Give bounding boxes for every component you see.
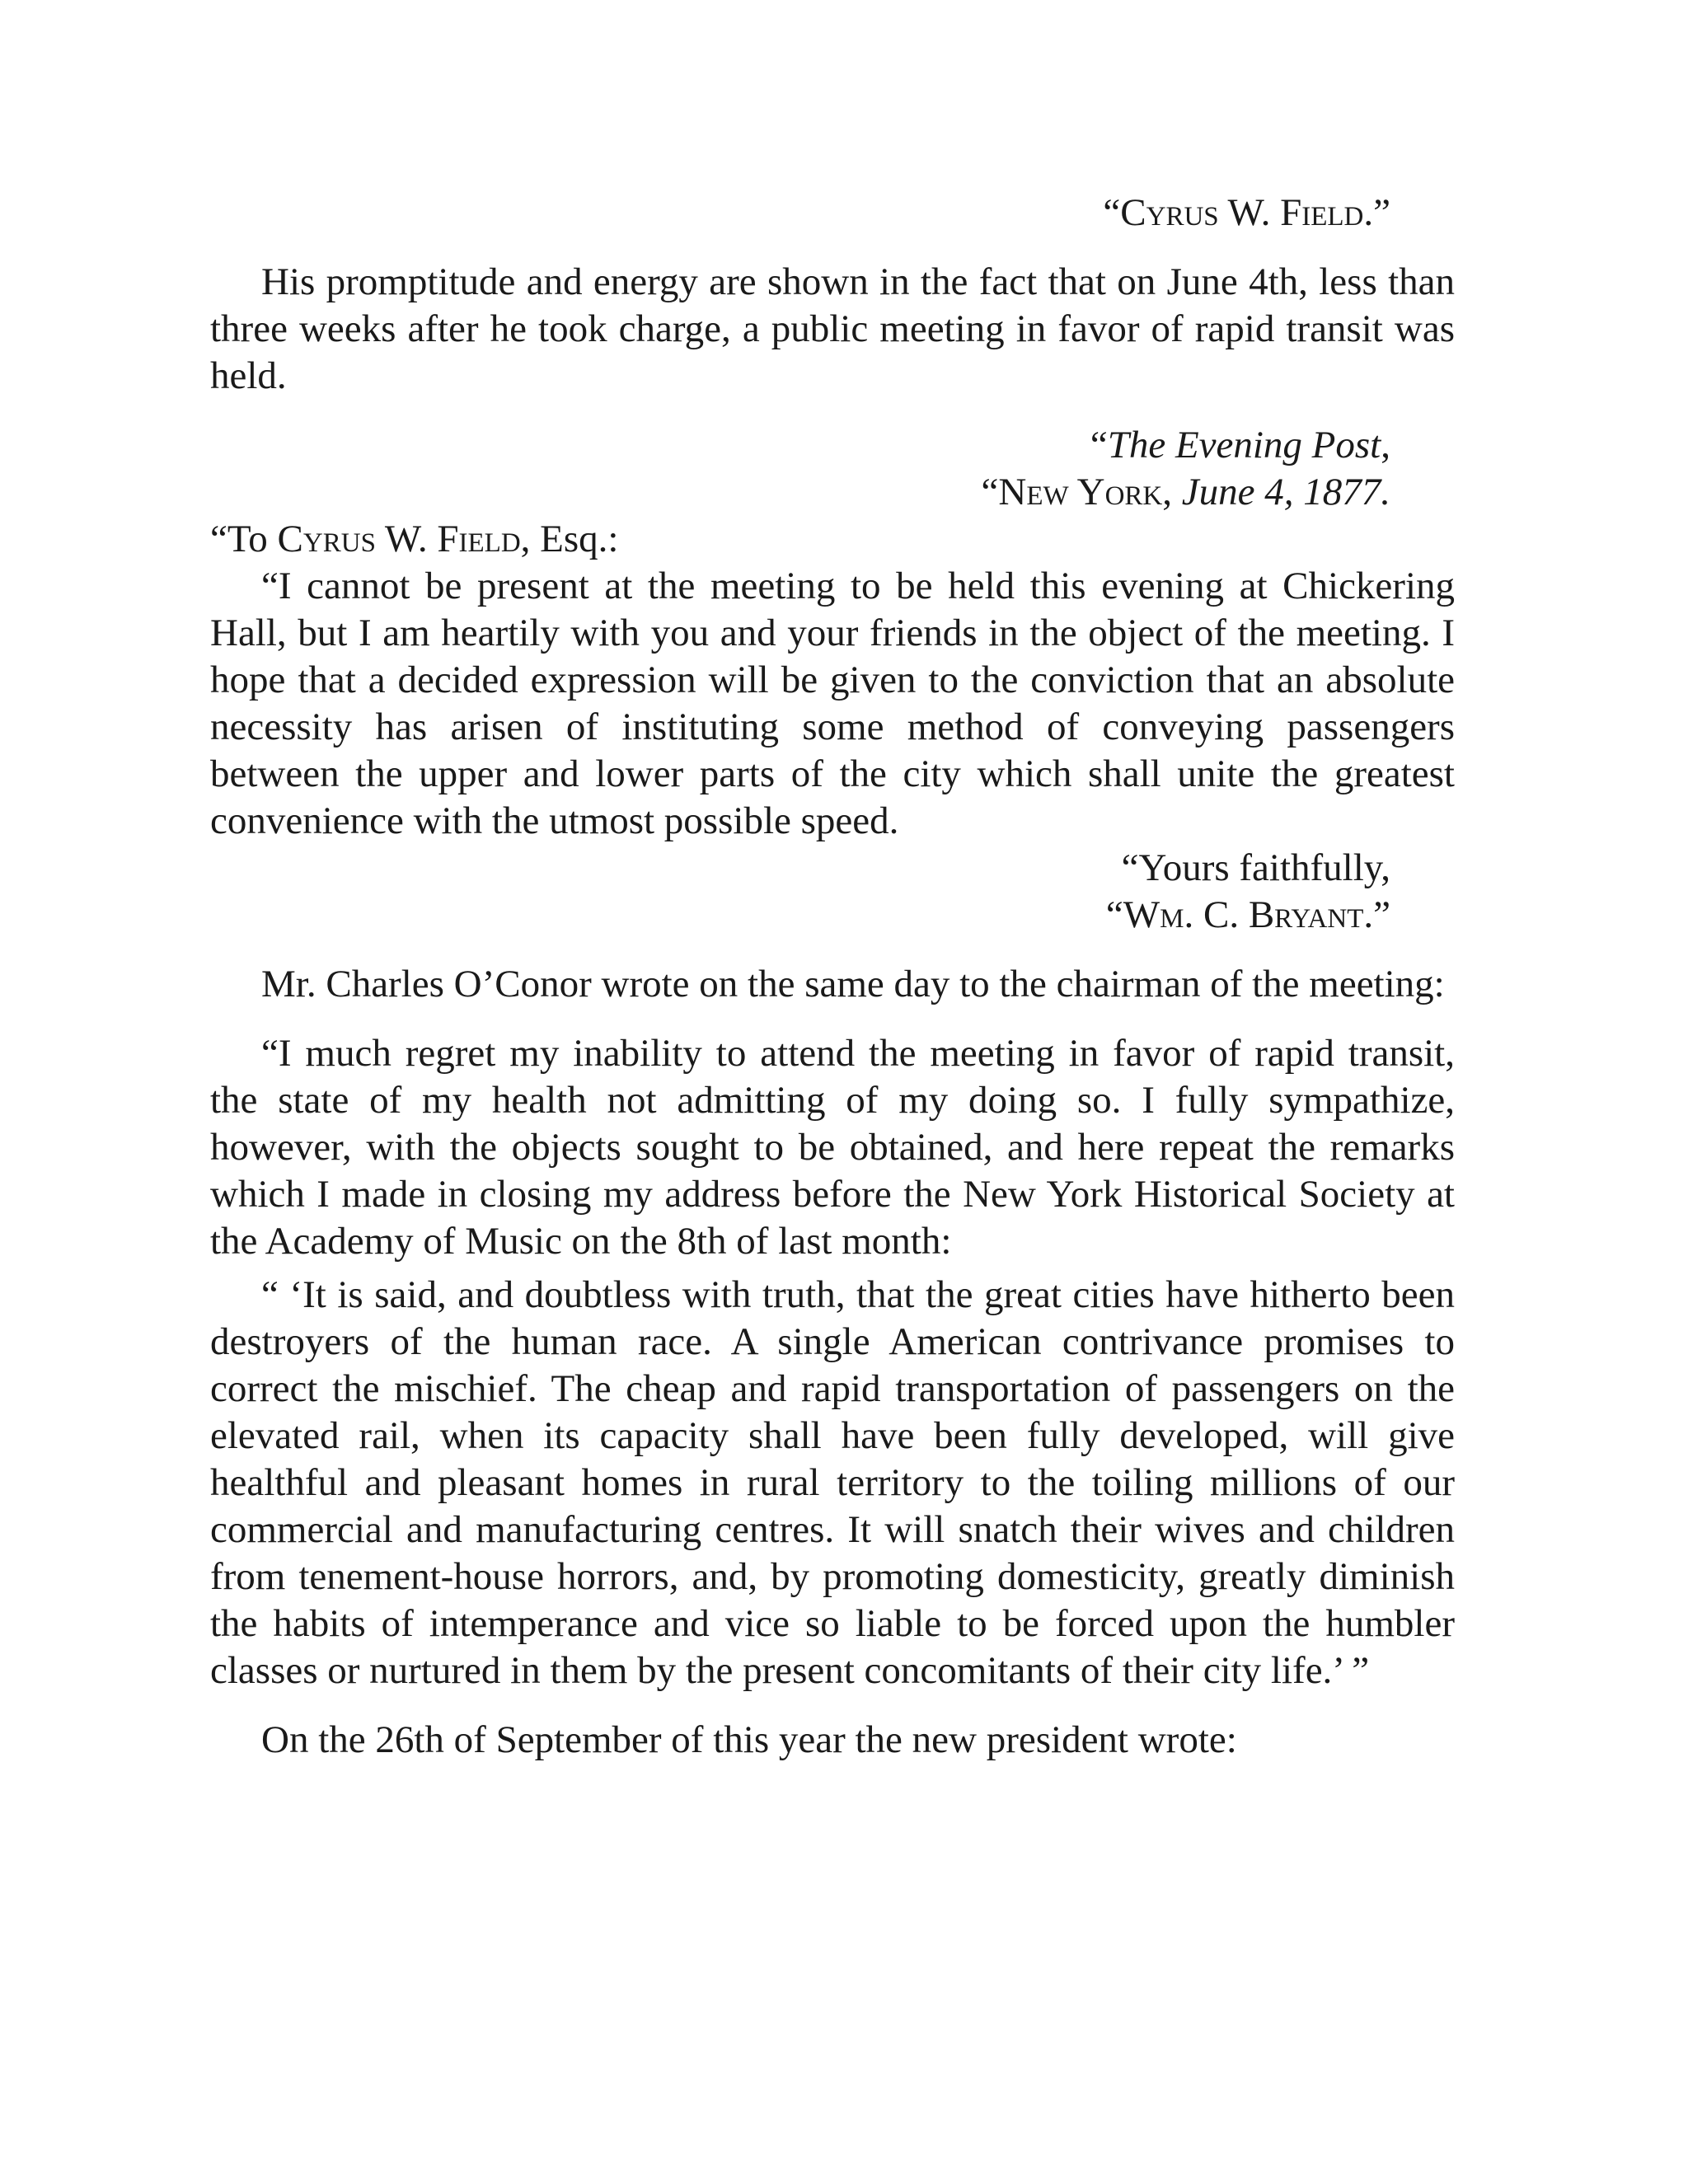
salutation-rest: , Esq.: bbox=[520, 518, 619, 560]
document-page bbox=[210, 190, 1455, 1764]
post-header-line-2 bbox=[210, 469, 1455, 516]
bryant-letter-body: “I cannot be present at the meeting to be held this evening at Chickering Hall, but I am heartily with you and your friends in the object of the meeting. I hope that a decided expression will be given to the conviction that an absolute necessity has arisen of instituting some method of conveying passengers between the upper and lower parts of the city which shall unite the greatest convenience with the utmost possible speed. bbox=[210, 565, 1455, 842]
signature-name: Wm. C. Bryant bbox=[1123, 893, 1364, 936]
quote-close: .” bbox=[1363, 191, 1390, 234]
comma: , bbox=[1162, 471, 1182, 513]
bryant-closing: “Yours faithfully, bbox=[1121, 846, 1390, 889]
post-header-line-1 bbox=[210, 422, 1455, 469]
quote-open: “ bbox=[1090, 424, 1108, 466]
newspaper-name: The Evening Post bbox=[1107, 424, 1381, 466]
paragraph-oconor-intro: Mr. Charles O’Conor wrote on the same day to the chairman of the meeting: bbox=[261, 963, 1445, 1005]
paragraph-promptitude: His promptitude and energy are shown in the fact that on June 4th, less than three weeks after he took charge, a public meeting in favor of rapid transit was held. bbox=[210, 260, 1455, 397]
signature-name: Cyrus W. Field bbox=[1120, 191, 1364, 234]
salutation-open: “To bbox=[210, 518, 278, 560]
quote-open: “ bbox=[1103, 191, 1121, 234]
top-signature bbox=[210, 190, 1455, 237]
oconor-letter-part-2: “ ‘It is said, and doubtless with truth, that the great cities have hitherto been destroyers of the human race. A single American contrivance promises to correct the mischief. The cheap and rapid transportation of passengers on the elevated rail, when its capacity shall have been fully developed, will give healthful and pleasant homes in rural territory to the toiling millions of our commercial and manufacturing centres. It will snatch their wives and children from tenement-house horrors, and, by promoting domesticity, greatly diminish the habits of intemperance and vice so liable to be forced upon the humbler classes or nurtured in them by the present concomitants of their city life.’ ” bbox=[210, 1273, 1455, 1692]
salutation bbox=[210, 516, 1455, 563]
quote-open: “ bbox=[981, 471, 999, 513]
comma: , bbox=[1381, 424, 1390, 466]
city-name: New York bbox=[998, 471, 1163, 513]
paragraph-september: On the 26th of September of this year the new president wrote: bbox=[261, 1718, 1237, 1761]
bryant-signature bbox=[210, 892, 1455, 939]
quote-close: .” bbox=[1363, 893, 1390, 936]
addressee-name: Cyrus W. Field bbox=[277, 518, 521, 560]
oconor-letter-part-1: “I much regret my inability to attend the meeting in favor of rapid transit, the state of my health not admitting of my doing so. I fully sympathize, however, with the objects sought to be obtained, and here repeat the remarks which I made in closing my address before the New York Historical Society at the Academy of Music on the 8th of last month: bbox=[210, 1032, 1455, 1263]
quote-open: “ bbox=[1105, 893, 1123, 936]
letter-date: June 4, 1877. bbox=[1181, 471, 1390, 513]
